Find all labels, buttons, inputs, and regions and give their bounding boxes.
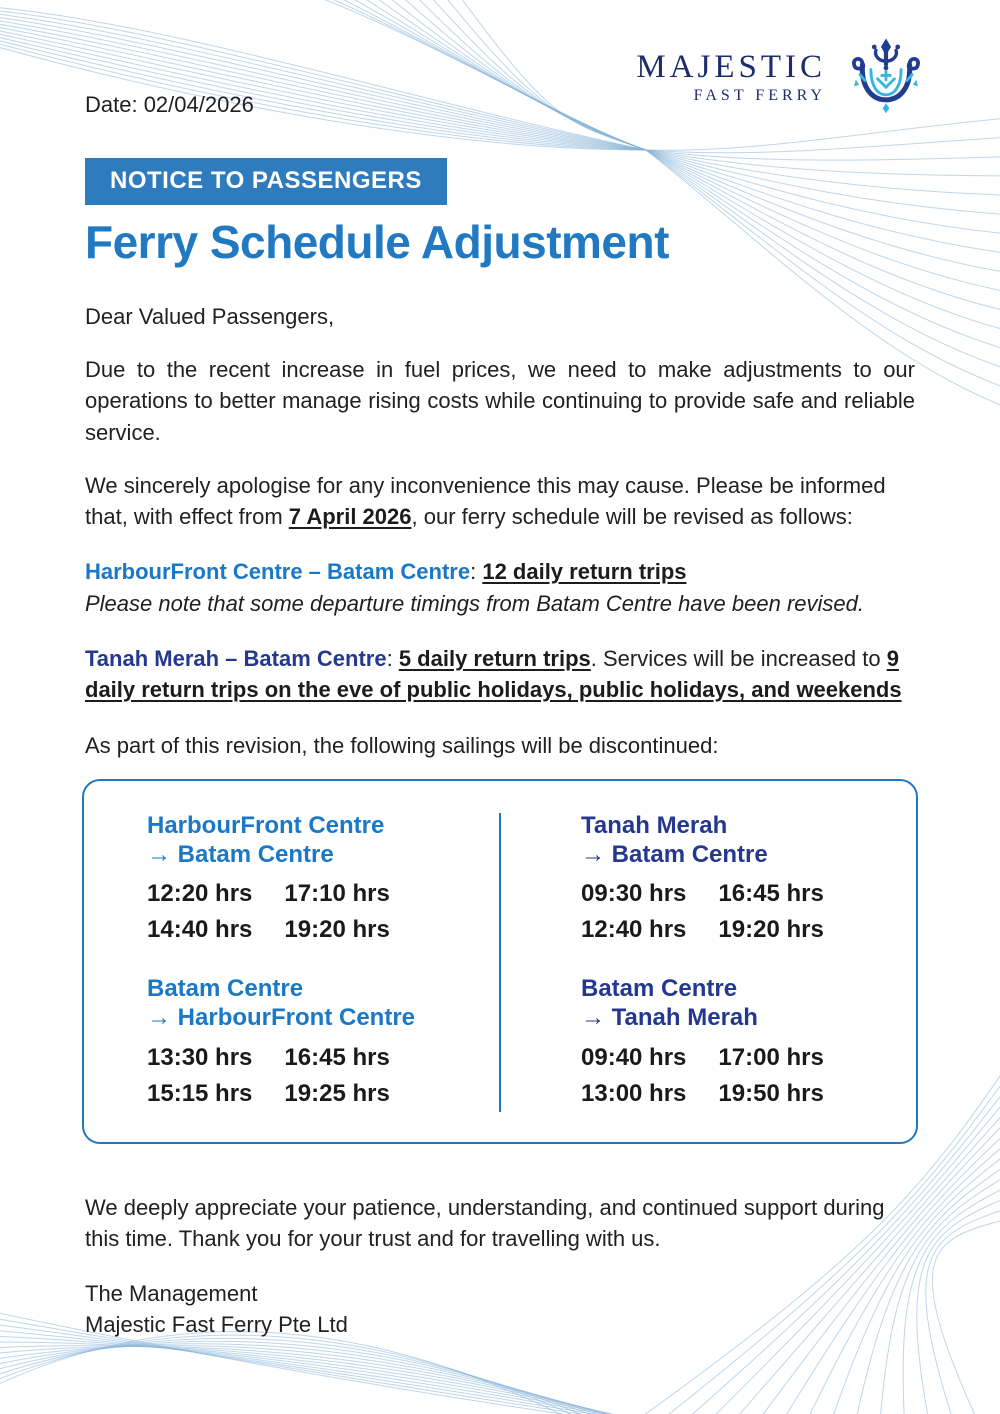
route-to: Tanah Merah xyxy=(611,1004,758,1032)
sign-off xyxy=(85,1278,915,1340)
route-to: HarbourFront Centre xyxy=(177,1004,416,1032)
time-cell: 13:00 hrs xyxy=(581,1079,687,1107)
time-cell: 09:30 hrs xyxy=(581,880,687,908)
schedule-column-right xyxy=(501,811,916,1112)
route-from: Batam Centre xyxy=(147,975,304,1003)
route-name: Tanah Merah – Batam Centre xyxy=(85,645,387,671)
sign-off-line: Majestic Fast Ferry Pte Ltd xyxy=(85,1312,348,1338)
section-heading xyxy=(581,974,916,1033)
trips-count: 5 daily return trips xyxy=(398,645,591,671)
extra-trips: 9 daily return trips on the eve of public holidays, public holidays, and weekends xyxy=(85,645,902,703)
time-cell: 15:15 hrs xyxy=(147,1079,253,1107)
body-paragraph-2 xyxy=(85,470,915,532)
body-paragraph-1: Due to the recent increase in fuel prices, we need to make adjustments to our operations to better manage rising costs while continuing to provide safe and reliable service. xyxy=(85,357,915,445)
schedule-section xyxy=(147,811,499,949)
schedule-section xyxy=(581,974,916,1112)
time-cell: 17:00 hrs xyxy=(718,1043,824,1071)
route-name: HarbourFront Centre – Batam Centre xyxy=(85,559,471,585)
trips-count: 12 daily return trips xyxy=(482,559,687,585)
time-cell: 19:20 hrs xyxy=(284,916,390,944)
schedule-section xyxy=(581,811,916,949)
colon: : xyxy=(470,559,477,585)
route-to: Batam Centre xyxy=(177,840,334,868)
sign-off-line: The Management xyxy=(85,1281,258,1307)
time-cell: 13:30 hrs xyxy=(147,1043,253,1071)
time-cell: 12:40 hrs xyxy=(581,916,687,944)
notice-banner: NOTICE TO PASSENGERS xyxy=(85,158,447,205)
effective-date: 7 April 2026 xyxy=(288,504,412,530)
route-from: Tanah Merah xyxy=(581,811,728,839)
discontinued-schedule-box xyxy=(82,779,918,1144)
paragraph-text: We sincerely apologise for any inconvenience this may cause. Please be informed that, with effect from xyxy=(85,472,886,530)
document-body xyxy=(0,92,1000,1341)
time-cell: 19:20 hrs xyxy=(718,916,824,944)
times-grid xyxy=(581,876,824,948)
section-heading xyxy=(581,811,916,870)
route-from: Batam Centre xyxy=(581,975,738,1003)
paragraph-text: . Services will be increased to xyxy=(590,645,887,671)
arrow-icon: → xyxy=(581,840,605,868)
paragraph-text: , our ferry schedule will be revised as follows: xyxy=(411,504,853,530)
section-heading xyxy=(147,974,499,1033)
times-grid xyxy=(581,1040,824,1112)
discontinued-intro: As part of this revision, the following sailings will be discontinued: xyxy=(85,733,719,759)
brand-name: MAJESTIC xyxy=(636,49,826,85)
closing-paragraph: We deeply appreciate your patience, understanding, and continued support during this time. Thank you for your trust and for travelling with us. xyxy=(85,1194,885,1251)
arrow-icon: → xyxy=(147,840,171,868)
route-note: Please note that some departure timings from Batam Centre have been revised. xyxy=(85,590,864,616)
section-heading xyxy=(147,811,499,870)
arrow-icon: → xyxy=(147,1004,171,1032)
schedule-column-left xyxy=(84,811,499,1112)
salutation: Dear Valued Passengers, xyxy=(85,304,335,329)
colon: : xyxy=(386,645,393,671)
route-line-harbourfront xyxy=(85,556,915,618)
time-cell: 12:20 hrs xyxy=(147,880,253,908)
time-cell: 19:50 hrs xyxy=(718,1079,824,1107)
time-cell: 14:40 hrs xyxy=(147,916,253,944)
route-to: Batam Centre xyxy=(611,840,768,868)
schedule-section xyxy=(147,974,499,1112)
date-label: Date: 02/04/2026 xyxy=(85,92,254,117)
times-grid xyxy=(147,876,390,948)
route-line-tanah-merah xyxy=(85,643,915,705)
times-grid xyxy=(147,1040,390,1112)
route-from: HarbourFront Centre xyxy=(147,811,385,839)
time-cell: 19:25 hrs xyxy=(284,1079,390,1107)
page-title: Ferry Schedule Adjustment xyxy=(85,216,669,268)
time-cell: 17:10 hrs xyxy=(284,880,390,908)
arrow-icon: → xyxy=(581,1004,605,1032)
time-cell: 09:40 hrs xyxy=(581,1043,687,1071)
brand-subtitle: FAST FERRY xyxy=(693,86,826,104)
time-cell: 16:45 hrs xyxy=(718,880,824,908)
time-cell: 16:45 hrs xyxy=(284,1043,390,1071)
